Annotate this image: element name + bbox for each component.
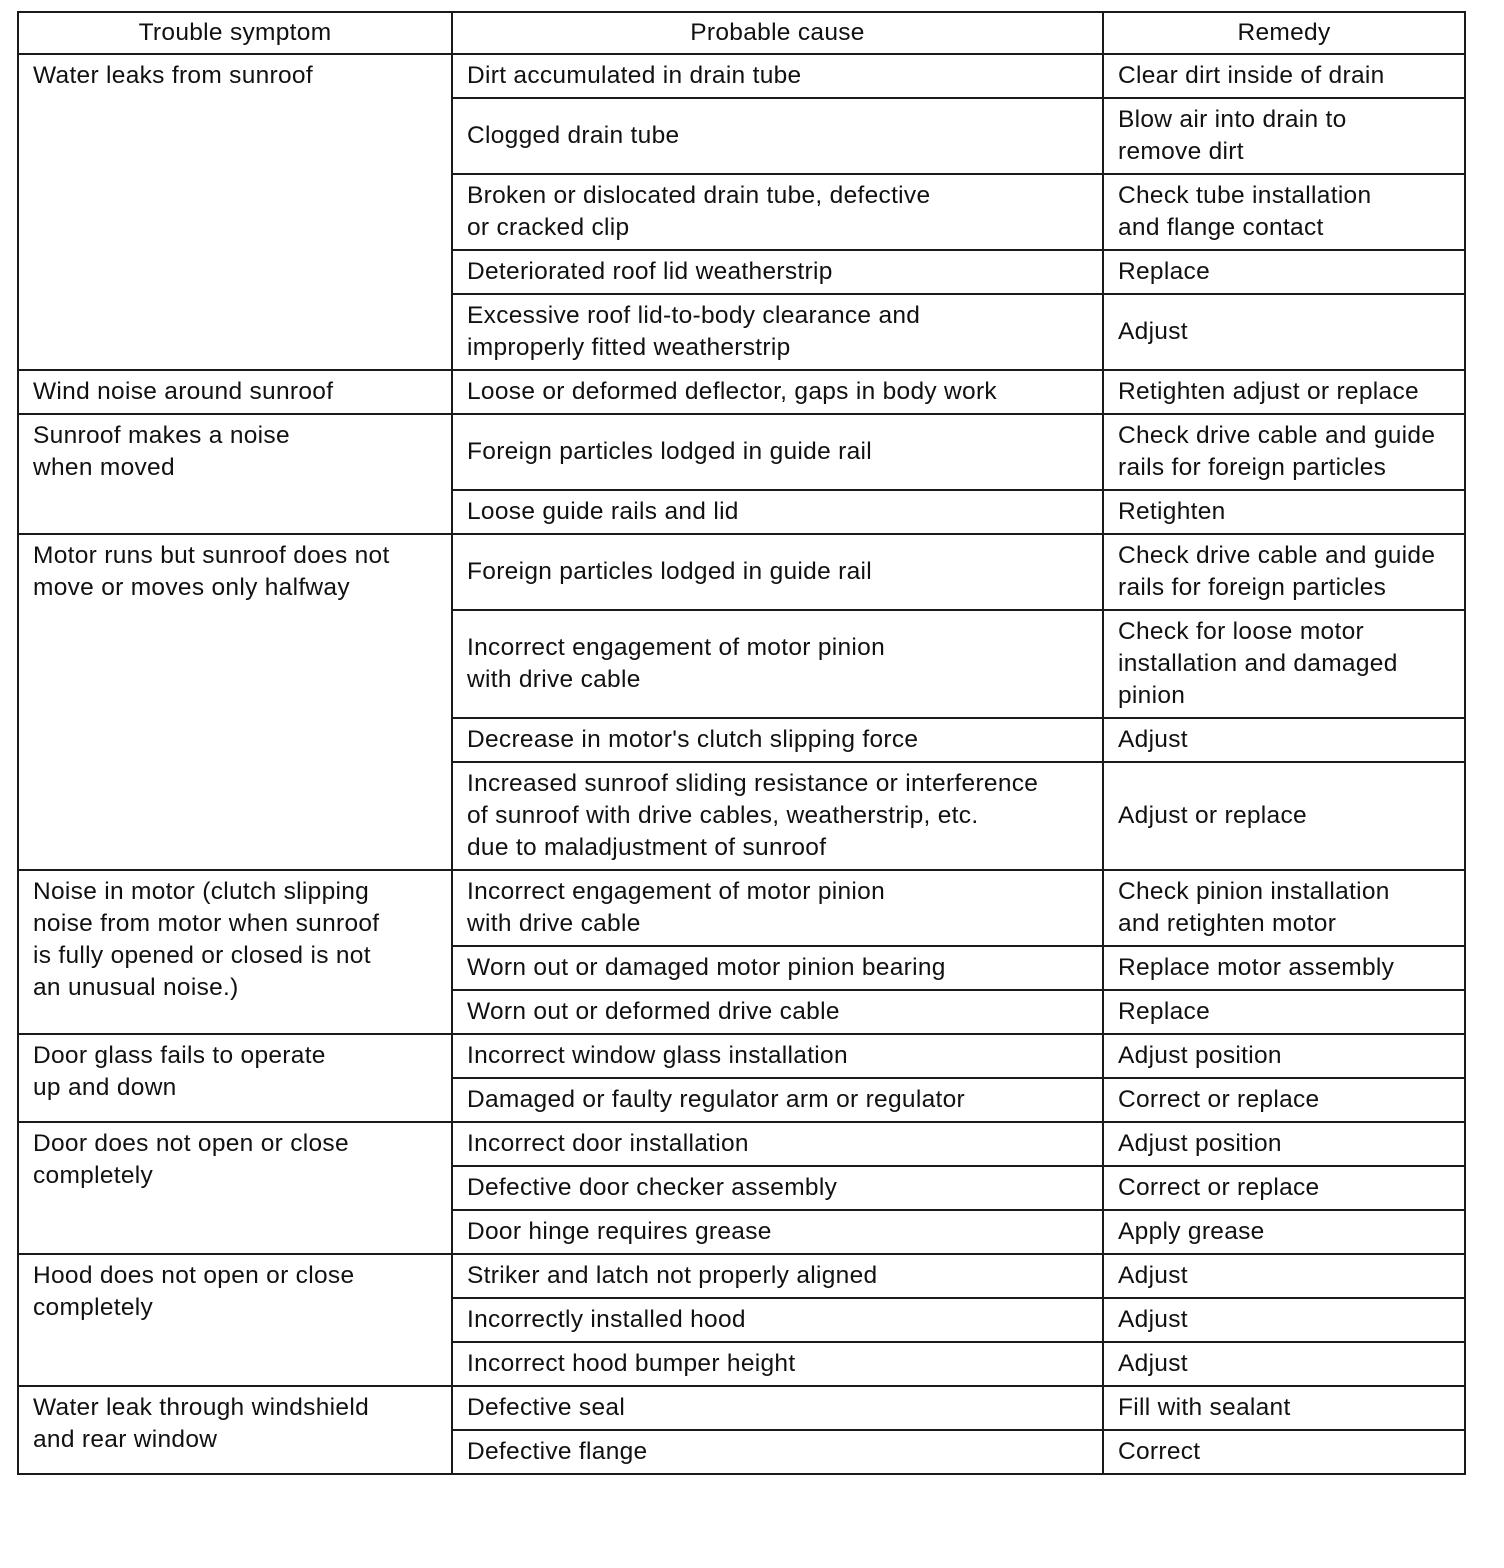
probable-cause-cell: Incorrectly installed hood [452,1298,1103,1342]
remedy-cell: Correct or replace [1103,1078,1465,1122]
trouble-symptom-cell: Door glass fails to operate up and down [18,1034,452,1122]
trouble-symptom-cell: Hood does not open or close completely [18,1254,452,1386]
table-row [18,54,1465,98]
table-header [18,12,1465,54]
trouble-symptom-cell: Water leak through windshield and rear window [18,1386,452,1474]
probable-cause-cell: Incorrect engagement of motor pinion with drive cable [452,610,1103,718]
probable-cause-cell: Clogged drain tube [452,98,1103,174]
remedy-cell: Adjust position [1103,1122,1465,1166]
probable-cause-cell: Incorrect window glass installation [452,1034,1103,1078]
remedy-cell: Adjust [1103,1298,1465,1342]
remedy-cell: Blow air into drain to remove dirt [1103,98,1465,174]
remedy-cell: Adjust [1103,1342,1465,1386]
table-row [18,534,1465,610]
probable-cause-cell: Dirt accumulated in drain tube [452,54,1103,98]
header-remedy: Remedy [1103,12,1465,54]
remedy-cell: Replace [1103,250,1465,294]
remedy-cell: Replace [1103,990,1465,1034]
troubleshooting-table [17,11,1466,1475]
probable-cause-cell: Striker and latch not properly aligned [452,1254,1103,1298]
remedy-cell: Adjust [1103,294,1465,370]
probable-cause-cell: Defective seal [452,1386,1103,1430]
remedy-cell: Retighten [1103,490,1465,534]
probable-cause-cell: Broken or dislocated drain tube, defective or cracked clip [452,174,1103,250]
remedy-cell: Check drive cable and guide rails for foreign particles [1103,414,1465,490]
probable-cause-cell: Foreign particles lodged in guide rail [452,534,1103,610]
probable-cause-cell: Defective flange [452,1430,1103,1474]
remedy-cell: Adjust [1103,718,1465,762]
remedy-cell: Adjust [1103,1254,1465,1298]
remedy-cell: Adjust position [1103,1034,1465,1078]
remedy-cell: Fill with sealant [1103,1386,1465,1430]
table-row [18,414,1465,490]
probable-cause-cell: Loose or deformed deflector, gaps in body work [452,370,1103,414]
probable-cause-cell: Worn out or deformed drive cable [452,990,1103,1034]
probable-cause-cell: Incorrect door installation [452,1122,1103,1166]
header-trouble-symptom: Trouble symptom [18,12,452,54]
remedy-cell: Check drive cable and guide rails for foreign particles [1103,534,1465,610]
trouble-symptom-cell: Wind noise around sunroof [18,370,452,414]
trouble-symptom-cell: Door does not open or close completely [18,1122,452,1254]
trouble-symptom-cell: Noise in motor (clutch slipping noise from motor when sunroof is fully opened or closed is not an unusual noise.) [18,870,452,1034]
remedy-cell: Retighten adjust or replace [1103,370,1465,414]
probable-cause-cell: Foreign particles lodged in guide rail [452,414,1103,490]
trouble-symptom-cell: Water leaks from sunroof [18,54,452,370]
header-probable-cause: Probable cause [452,12,1103,54]
trouble-symptom-cell: Motor runs but sunroof does not move or moves only halfway [18,534,452,870]
remedy-cell: Apply grease [1103,1210,1465,1254]
table-body [18,54,1465,1474]
probable-cause-cell: Decrease in motor's clutch slipping force [452,718,1103,762]
probable-cause-cell: Deteriorated roof lid weatherstrip [452,250,1103,294]
remedy-cell: Correct [1103,1430,1465,1474]
remedy-cell: Replace motor assembly [1103,946,1465,990]
header-row [18,12,1465,54]
table-row [18,1386,1465,1430]
probable-cause-cell: Defective door checker assembly [452,1166,1103,1210]
probable-cause-cell: Door hinge requires grease [452,1210,1103,1254]
table-row [18,1034,1465,1078]
table-row [18,870,1465,946]
remedy-cell: Adjust or replace [1103,762,1465,870]
table-row [18,1254,1465,1298]
probable-cause-cell: Damaged or faulty regulator arm or regulator [452,1078,1103,1122]
probable-cause-cell: Excessive roof lid-to-body clearance and improperly fitted weatherstrip [452,294,1103,370]
table-row [18,370,1465,414]
probable-cause-cell: Increased sunroof sliding resistance or interference of sunroof with drive cables, weatherstrip, etc. due to maladjustment of sunroof [452,762,1103,870]
remedy-cell: Check pinion installation and retighten motor [1103,870,1465,946]
remedy-cell: Correct or replace [1103,1166,1465,1210]
probable-cause-cell: Incorrect hood bumper height [452,1342,1103,1386]
probable-cause-cell: Incorrect engagement of motor pinion with drive cable [452,870,1103,946]
table-row [18,1122,1465,1166]
remedy-cell: Check tube installation and flange contact [1103,174,1465,250]
probable-cause-cell: Worn out or damaged motor pinion bearing [452,946,1103,990]
remedy-cell: Check for loose motor installation and damaged pinion [1103,610,1465,718]
trouble-symptom-cell: Sunroof makes a noise when moved [18,414,452,534]
probable-cause-cell: Loose guide rails and lid [452,490,1103,534]
remedy-cell: Clear dirt inside of drain [1103,54,1465,98]
